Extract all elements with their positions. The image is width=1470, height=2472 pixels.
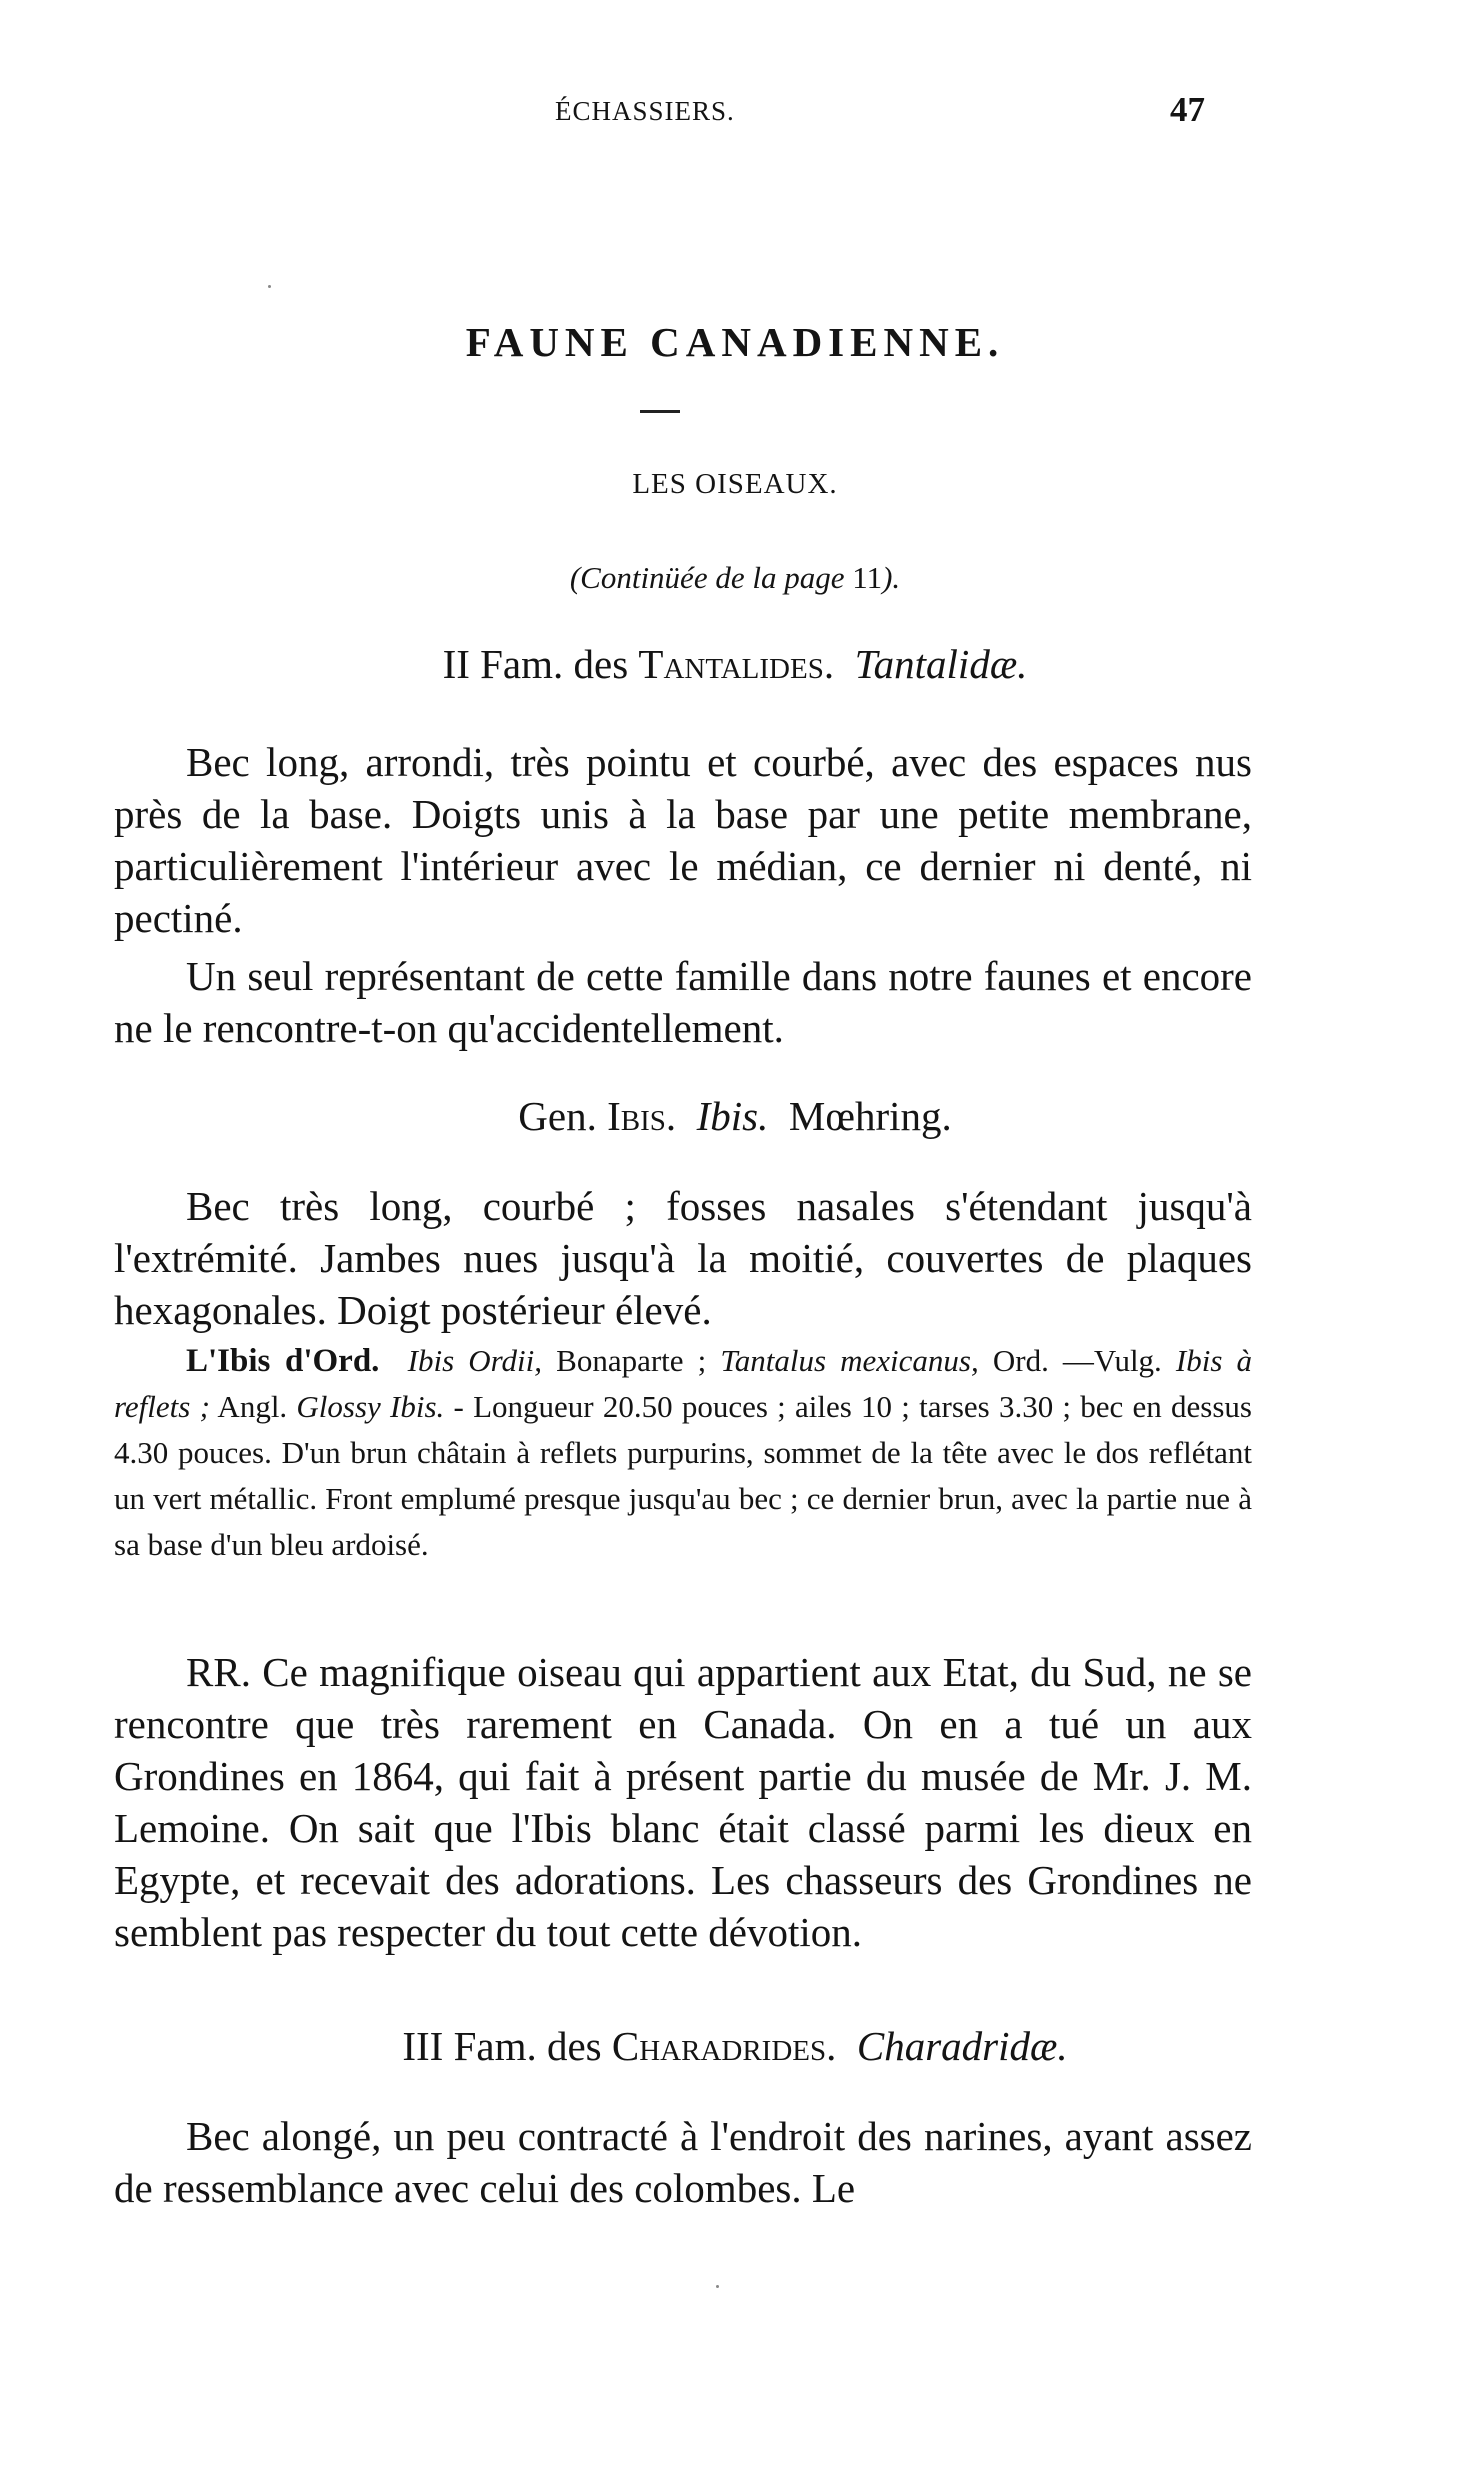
family3-heading (0, 2022, 1470, 2070)
speck (716, 2285, 719, 2288)
paragraph-last: Bec alongé, un peu contracté à l'endroit des narines, ayant assez de ressemblance avec celui des colombes. Le (114, 2113, 1252, 2211)
paragraph-bec: Bec long, arrondi, très pointu et courbé, avec des espaces nus près de la base. Doigts unis à la base par une petite membrane, particulièrement l'intérieur avec le médian, ce dernier ni denté, ni pectiné. (114, 739, 1252, 941)
species-desc: - Longueur 20.50 pouces ; ailes 10 ; tarses 3.30 ; bec en dessus 4.30 pouces. D'un brun châtain à reflets purpurins, sommet de la tête avec le dos reflétant un vert métallic. Front emplumé presque jusqu'au bec ; ce dernier brun, avec la partie nue à sa base d'un bleu ardoisé. (114, 1389, 1252, 1562)
species-sci1: Ibis Ordii, (407, 1343, 543, 1378)
title-rule (640, 410, 680, 413)
species-auth1: Bonaparte ; (542, 1343, 721, 1378)
genus-author: Mœhring. (788, 1093, 952, 1139)
species-description (114, 1338, 1252, 1568)
family3-name: Charadrides. (611, 2023, 837, 2069)
family3-latin: Charadridæ. (856, 2023, 1068, 2069)
paragraph-rr: RR. Ce magnifique oiseau qui appartient aux Etat, du Sud, ne se rencontre que très rarement en Canada. On en a tué un aux Grondines en 1864, qui fait à présent partie du musée de Mr. J. M. Lemoine. On sait que l'Ibis blanc était classé parmi les dieux en Egypte, et recevait des adorations. Les chasseurs des Grondines ne semblent pas respecter du tout cette dévotion. (114, 1649, 1252, 1955)
family-prefix: II Fam. des (442, 641, 639, 687)
species-name: L'Ibis d'Ord. (186, 1343, 380, 1379)
continued-prefix: (Continüée de la page (569, 560, 853, 595)
family-latin: Tantalidæ. (854, 641, 1028, 687)
continued-suffix: ). (882, 560, 901, 595)
section-subtitle: LES OISEAUX. (632, 468, 838, 500)
page-number: 47 (1170, 90, 1205, 129)
species-angl: Angl. (209, 1389, 297, 1424)
continued-note (0, 560, 1470, 596)
page-title: FAUNE CANADIENNE. (465, 319, 1005, 365)
species-auth2: Ord. —Vulg. (978, 1343, 1176, 1378)
continued-page: 11 (852, 560, 883, 595)
genus-prefix: Gen. (518, 1093, 608, 1139)
species-english: Glossy Ibis. (296, 1389, 445, 1424)
genus-latin: Ibis. (696, 1093, 769, 1139)
family-name: Tantalides. (638, 641, 835, 687)
family3-prefix: III Fam. des (402, 2023, 612, 2069)
paragraph-genus: Bec très long, courbé ; fosses nasales s'étendant jusqu'à l'extrémité. Jambes nues jusqu'à la moitié, couvertes de plaques hexagonales. Doigt postérieur élevé. (114, 1183, 1252, 1333)
genus-heading (0, 1092, 1470, 1140)
species-sci2: Tantalus mexicanus, (720, 1343, 979, 1378)
running-title: ÉCHASSIERS. (555, 96, 735, 126)
speck (268, 285, 271, 288)
genus-name: Ibis. (607, 1093, 677, 1139)
paragraph-seul: Un seul représentant de cette famille dans notre faunes et encore ne le rencontre-t-on qu'accidentellement. (114, 953, 1252, 1051)
species-vulg: Ibis à reflets ; (114, 1343, 1253, 1424)
family-heading (0, 640, 1470, 688)
